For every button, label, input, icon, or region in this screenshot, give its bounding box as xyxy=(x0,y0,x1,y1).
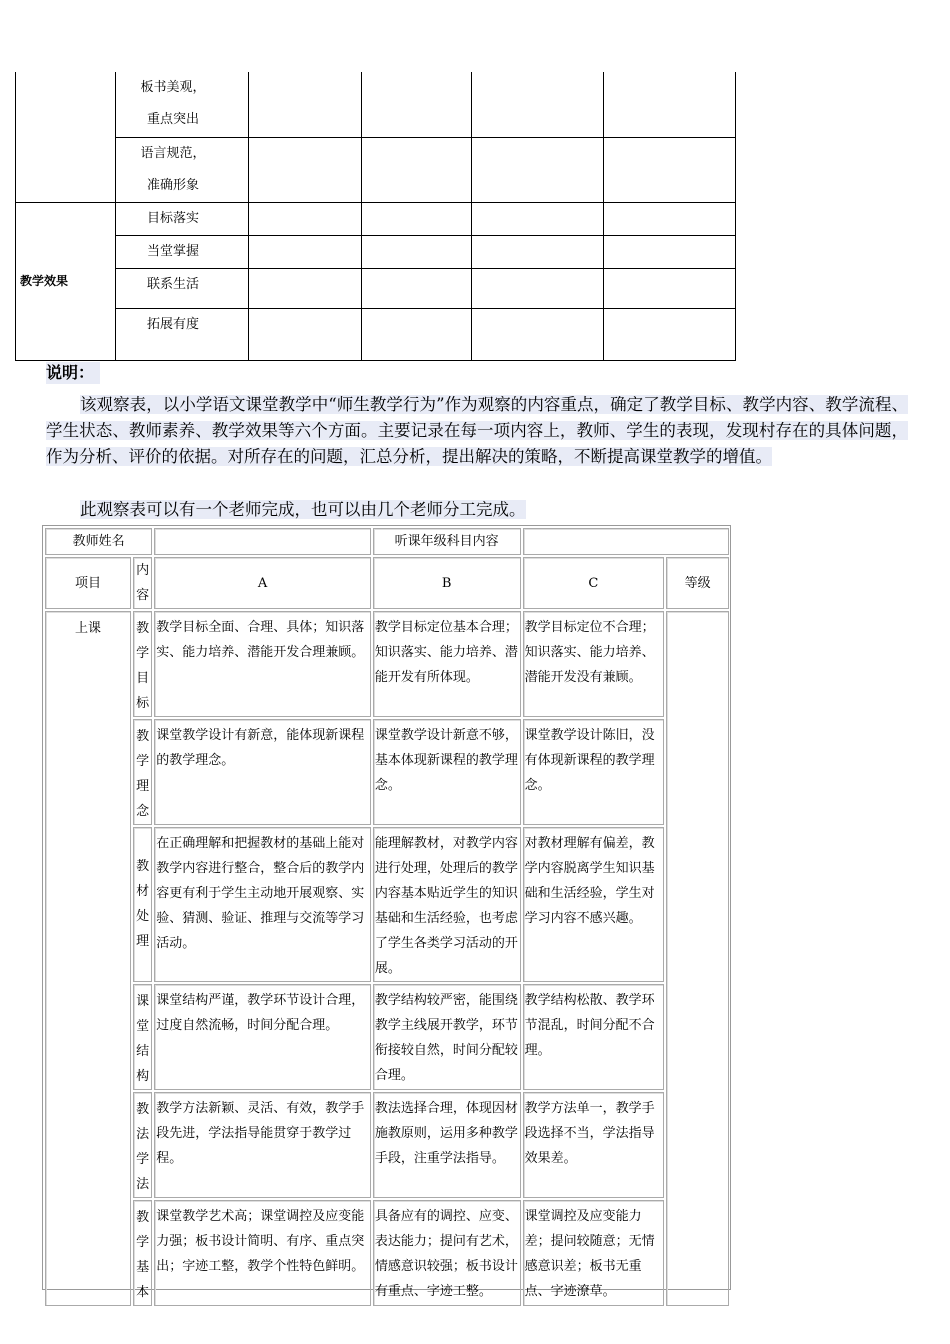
record-cell[interactable] xyxy=(249,235,362,268)
header-c: C xyxy=(523,557,665,609)
teacher-name-label: 教师姓名 xyxy=(45,528,152,555)
level-a-desc: 课堂结构严谨，教学环节设计合理，过度自然流畅，时间分配合理。 xyxy=(154,984,371,1090)
record-cell[interactable] xyxy=(362,137,472,202)
record-cell[interactable] xyxy=(604,235,736,268)
listen-info-label: 听课年级科目内容 xyxy=(373,528,521,555)
record-cell[interactable] xyxy=(472,308,604,360)
note-paragraph-2: 此观察表可以有一个老师完成，也可以由几个老师分工完成。 xyxy=(80,500,526,519)
level-a-desc: 在正确理解和把握教材的基础上能对教学内容进行整合，整合后的教学内容更有利于学生主动地开展观察、实验、猜测、验证、推理与交流等学习活动。 xyxy=(154,827,371,982)
level-a-desc: 课堂教学艺术高；课堂调控及应变能力强；板书设计简明、有序、重点突出；字迹工整，教学个性特色鲜明。 xyxy=(154,1200,371,1306)
observation-item: 当堂掌握 xyxy=(116,235,249,268)
record-cell[interactable] xyxy=(604,268,736,308)
teacher-name-value[interactable] xyxy=(154,528,371,555)
record-cell[interactable] xyxy=(472,72,604,137)
listen-info-value[interactable] xyxy=(523,528,729,555)
level-a-desc: 课堂教学设计有新意，能体现新课程的教学理念。 xyxy=(154,719,371,825)
level-c-desc: 教学方法单一，教学手段选择不当，学法指导效果差。 xyxy=(523,1092,665,1198)
evaluation-table-frame xyxy=(42,525,731,1300)
record-cell[interactable] xyxy=(249,268,362,308)
level-b-desc: 教法选择合理，体现因材施教原则，运用多种教学手段，注重学法指导。 xyxy=(373,1092,521,1198)
record-cell[interactable] xyxy=(472,268,604,308)
observation-table-continued xyxy=(15,72,736,361)
content-label: 教学理念 xyxy=(133,719,152,825)
record-cell[interactable] xyxy=(472,202,604,235)
level-b-desc: 课堂教学设计新意不够，基本体现新课程的教学理念。 xyxy=(373,719,521,825)
level-b-desc: 教学目标定位基本合理；知识落实、能力培养、潜能开发有所体现。 xyxy=(373,611,521,717)
content-label: 教材处理 xyxy=(133,827,152,982)
header-content: 内容 xyxy=(133,557,152,609)
evaluation-table xyxy=(43,526,731,1308)
record-cell[interactable] xyxy=(249,72,362,137)
header-a: A xyxy=(154,557,371,609)
record-cell[interactable] xyxy=(362,308,472,360)
level-b-desc: 具备应有的调控、应变、表达能力；提问有艺术，情感意识较强；板书设计有重点、字迹工整。 xyxy=(373,1200,521,1306)
level-c-desc: 教学目标定位不合理；知识落实、能力培养、潜能开发没有兼顾。 xyxy=(523,611,665,717)
record-cell[interactable] xyxy=(604,202,736,235)
note-title: 说明： xyxy=(46,362,100,384)
note-paragraph: 该观察表，以小学语文课堂教学中“师生教学行为”作为观察的内容重点，确定了教学目标、教学内容、教学流程、学生状态、教师素养、教学效果等六个方面。主要记录在每一项内容上，教师、学生的表现，发现村存在的具体问题，作为分析、评价的依据。对所存在的问题，汇总分析，提出解决的策略，不断提高课堂教学的增值。 xyxy=(46,395,908,466)
header-item: 项目 xyxy=(45,557,131,609)
header-b: B xyxy=(373,557,521,609)
record-cell[interactable] xyxy=(472,235,604,268)
record-cell[interactable] xyxy=(362,268,472,308)
observation-item: 板书美观， 重点突出 xyxy=(116,72,249,137)
level-c-desc: 课堂教学设计陈旧，没有体现新课程的教学理念。 xyxy=(523,719,665,825)
content-label: 教学基本 xyxy=(133,1200,152,1306)
level-c-desc: 对教材理解有偏差，教学内容脱离学生知识基础和生活经验，学生对学习内容不感兴趣。 xyxy=(523,827,665,982)
content-label: 课堂结构 xyxy=(133,984,152,1090)
observation-item: 目标落实 xyxy=(116,202,249,235)
level-c-desc: 教学结构松散、教学环节混乱，时间分配不合理。 xyxy=(523,984,665,1090)
record-cell[interactable] xyxy=(249,137,362,202)
observation-item: 语言规范， 准确形象 xyxy=(116,137,249,202)
level-b-desc: 教学结构较严密，能围绕教学主线展开教学，环节衔接较自然，时间分配较合理。 xyxy=(373,984,521,1090)
content-label: 教学目标 xyxy=(133,611,152,717)
record-cell[interactable] xyxy=(604,72,736,137)
observation-item: 联系生活 xyxy=(116,268,249,308)
record-cell[interactable] xyxy=(604,308,736,360)
content-label: 教法学法 xyxy=(133,1092,152,1198)
record-cell[interactable] xyxy=(249,308,362,360)
header-grade: 等级 xyxy=(666,557,729,609)
observation-item: 拓展有度 xyxy=(116,308,249,360)
category-cell-empty xyxy=(16,72,116,202)
level-c-desc: 课堂调控及应变能力差；提问较随意；无情感意识差；板书无重点、字迹潦草。 xyxy=(523,1200,665,1306)
record-cell[interactable] xyxy=(604,137,736,202)
category-teaching-effect: 教学效果 xyxy=(16,202,116,360)
record-cell[interactable] xyxy=(362,202,472,235)
grade-cell[interactable] xyxy=(666,611,729,1306)
record-cell[interactable] xyxy=(362,72,472,137)
level-a-desc: 教学目标全面、合理、具体；知识落实、能力培养、潜能开发合理兼顾。 xyxy=(154,611,371,717)
record-cell[interactable] xyxy=(472,137,604,202)
level-b-desc: 能理解教材，对教学内容进行处理，处理后的教学内容基本贴近学生的知识基础和生活经验，也考虑了学生各类学习活动的开展。 xyxy=(373,827,521,982)
record-cell[interactable] xyxy=(249,202,362,235)
record-cell[interactable] xyxy=(362,235,472,268)
section-class: 上课 xyxy=(45,611,131,1306)
level-a-desc: 教学方法新颖、灵活、有效，教学手段先进，学法指导能贯穿于教学过程。 xyxy=(154,1092,371,1198)
